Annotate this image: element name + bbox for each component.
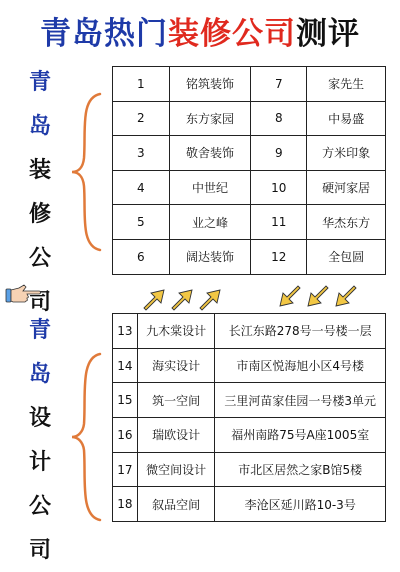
side-char: 修 [28, 202, 51, 227]
table-row [113, 170, 386, 205]
company-number: 8 [251, 101, 307, 136]
table-row [113, 239, 386, 274]
company-number: 18 [113, 487, 138, 522]
company-number: 15 [113, 383, 138, 418]
table-row [113, 67, 386, 102]
company-name: 筑一空间 [137, 383, 215, 418]
curly-brace-icon [70, 352, 106, 522]
company-number: 17 [113, 452, 138, 487]
title-part-3: 测评 [296, 16, 360, 52]
table-row [113, 136, 386, 171]
side-char: 装 [28, 158, 51, 183]
table-row [113, 487, 386, 522]
company-number: 14 [113, 348, 138, 383]
table-row [113, 452, 386, 487]
side-char: 计 [28, 450, 51, 475]
company-number: 1 [113, 67, 170, 102]
company-name: 华杰东方 [307, 205, 386, 240]
side-char: 公 [28, 246, 51, 271]
side-char: 岛 [28, 362, 51, 387]
company-name: 敬舍装饰 [169, 136, 251, 171]
title-part-1: 青岛热门 [40, 16, 168, 52]
company-name: 中世纪 [169, 170, 251, 205]
company-name: 阔达装饰 [169, 239, 251, 274]
company-name: 硬河家居 [307, 170, 386, 205]
company-number: 10 [251, 170, 307, 205]
company-address: 市南区悦海旭小区4号楼 [215, 348, 386, 383]
company-number: 7 [251, 67, 307, 102]
company-number: 16 [113, 418, 138, 453]
table-row [113, 205, 386, 240]
side-char: 青 [28, 318, 51, 343]
company-address: 李沧区延川路10-3号 [215, 487, 386, 522]
company-name: 东方家园 [169, 101, 251, 136]
company-address: 长江东路278号一号楼一层 [215, 314, 386, 349]
table-row [113, 314, 386, 349]
company-number: 9 [251, 136, 307, 171]
company-number: 12 [251, 239, 307, 274]
arrow-down-left-icon [276, 284, 362, 312]
side-char: 岛 [28, 114, 51, 139]
table-row [113, 383, 386, 418]
company-number: 2 [113, 101, 170, 136]
design-side-label [22, 320, 58, 572]
company-name: 瑞欧设计 [137, 418, 215, 453]
company-address: 三里河苗家佳园一号楼3单元 [215, 383, 386, 418]
side-char: 司 [28, 290, 51, 315]
company-name: 微空间设计 [137, 452, 215, 487]
company-address: 市北区居然之家B馆5楼 [215, 452, 386, 487]
company-address: 福州南路75号A座1005室 [215, 418, 386, 453]
arrow-up-right-icon [140, 284, 226, 312]
company-number: 4 [113, 170, 170, 205]
company-name: 叙品空间 [137, 487, 215, 522]
side-char: 青 [28, 70, 51, 95]
company-number: 6 [113, 239, 170, 274]
table-row [113, 348, 386, 383]
design-table [112, 313, 386, 522]
table-row [113, 101, 386, 136]
pointing-hand-icon [5, 283, 41, 305]
renovation-table [112, 66, 386, 275]
company-name: 铭筑装饰 [169, 67, 251, 102]
page-title [0, 8, 400, 50]
company-number: 13 [113, 314, 138, 349]
curly-brace-icon [70, 92, 106, 252]
company-name: 业之峰 [169, 205, 251, 240]
title-part-2: 装修公司 [168, 16, 296, 52]
side-char: 公 [28, 494, 51, 519]
company-number: 11 [251, 205, 307, 240]
company-name: 九木棠设计 [137, 314, 215, 349]
company-number: 3 [113, 136, 170, 171]
table-row [113, 418, 386, 453]
company-name: 全包圆 [307, 239, 386, 274]
company-name: 家先生 [307, 67, 386, 102]
side-char: 司 [28, 538, 51, 563]
company-name: 方米印象 [307, 136, 386, 171]
company-name: 海实设计 [137, 348, 215, 383]
company-name: 中易盛 [307, 101, 386, 136]
side-char: 设 [28, 406, 51, 431]
company-number: 5 [113, 205, 170, 240]
